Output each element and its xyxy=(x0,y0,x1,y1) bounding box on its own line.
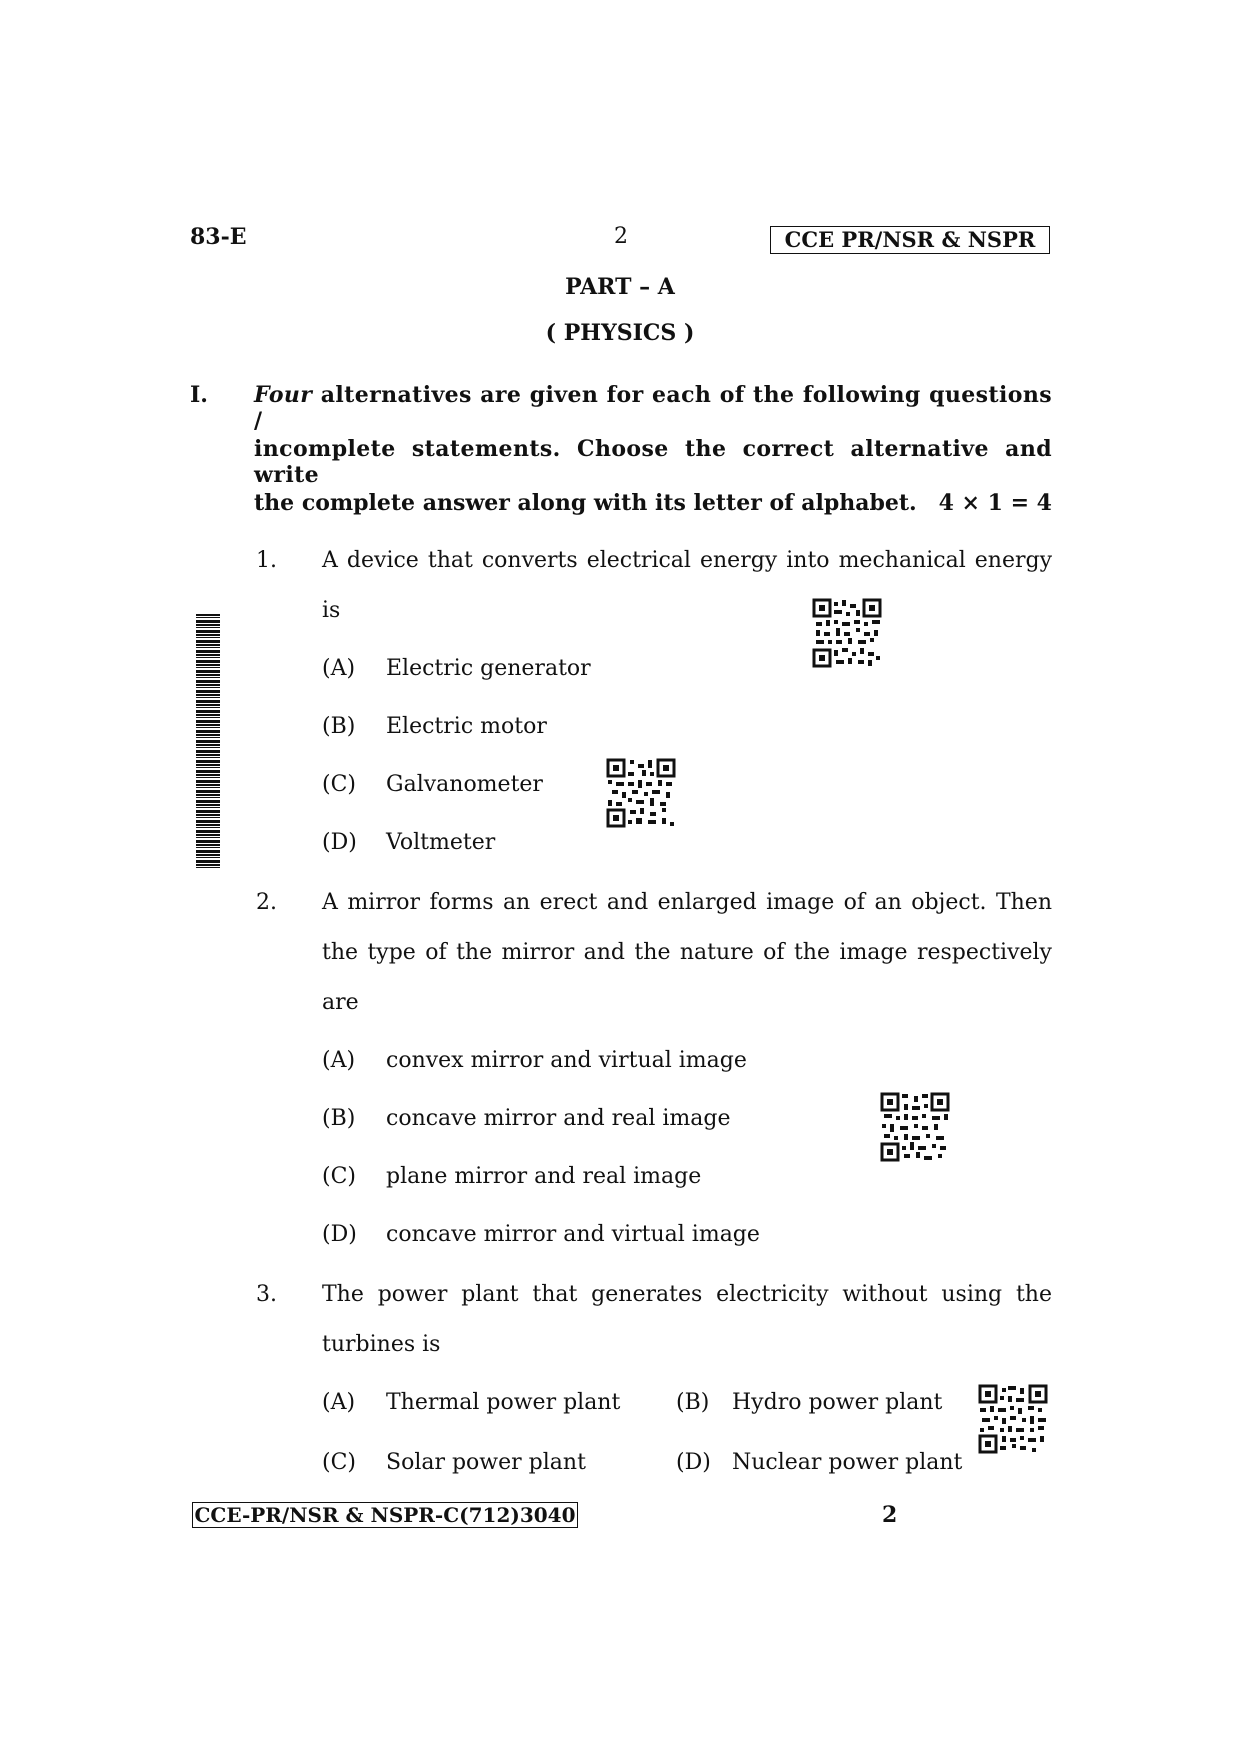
question-2-line-3: are xyxy=(322,990,359,1015)
q2-option-c-label: (C) xyxy=(322,1164,356,1189)
section-number: I. xyxy=(190,382,208,408)
q3-option-c-label: (C) xyxy=(322,1450,356,1475)
q1-option-a-label: (A) xyxy=(322,656,356,681)
q2-option-c-text: plane mirror and real image xyxy=(386,1164,702,1189)
q3-option-c-text: Solar power plant xyxy=(386,1450,586,1475)
q3-option-d-label: (D) xyxy=(676,1450,711,1475)
qr-code-3 xyxy=(880,1092,950,1162)
instruction-line-1-text: alternatives are given for each of the following questions / xyxy=(254,382,1053,434)
q3-option-d-text: Nuclear power plant xyxy=(732,1450,963,1475)
instruction-line-3-text: the complete answer along with its letter of alphabet. xyxy=(254,490,917,516)
q1-option-c-label: (C) xyxy=(322,772,356,797)
instruction-line-2: incomplete statements. Choose the correct alternative and write xyxy=(254,436,1052,488)
q1-option-b-label: (B) xyxy=(322,714,356,739)
instruction-line-3 xyxy=(254,490,1052,516)
q2-option-a-label: (A) xyxy=(322,1048,356,1073)
q3-option-a-label: (A) xyxy=(322,1390,356,1415)
q1-option-d-text: Voltmeter xyxy=(386,830,496,855)
marks: 4 × 1 = 4 xyxy=(938,490,1052,516)
qr-code-1 xyxy=(812,598,882,668)
instruction-italic: Four xyxy=(254,382,313,408)
q1-option-b-text: Electric motor xyxy=(386,714,547,739)
page-number: 2 xyxy=(614,224,628,249)
footer-code-box: CCE-PR/NSR & NSPR-C(712)3040 xyxy=(192,1502,578,1528)
footer-page-number: 2 xyxy=(882,1502,898,1528)
paper-code: 83-E xyxy=(190,224,247,250)
subject-title: ( PHYSICS ) xyxy=(545,320,695,346)
question-2-line-1: A mirror forms an erect and enlarged image of an object. Then xyxy=(322,890,1052,915)
exam-code-box: CCE PR/NSR & NSPR xyxy=(770,226,1050,254)
question-1-line-2: is xyxy=(322,598,341,623)
instruction-line-1 xyxy=(254,382,1052,434)
question-2-number: 2. xyxy=(256,890,277,915)
q3-option-b-text: Hydro power plant xyxy=(732,1390,943,1415)
q2-option-d-text: concave mirror and virtual image xyxy=(386,1222,760,1247)
question-3-line-1: The power plant that generates electricity without using the xyxy=(322,1282,1052,1307)
question-3-number: 3. xyxy=(256,1282,277,1307)
q2-option-d-label: (D) xyxy=(322,1222,357,1247)
part-title: PART – A xyxy=(565,274,675,300)
question-1-line-1: A device that converts electrical energy into mechanical energy xyxy=(322,548,1052,573)
q1-option-c-text: Galvanometer xyxy=(386,772,543,797)
q3-option-b-label: (B) xyxy=(676,1390,710,1415)
qr-code-4 xyxy=(978,1384,1048,1454)
question-1-number: 1. xyxy=(256,548,277,573)
question-2-line-2: the type of the mirror and the nature of the image respectively xyxy=(322,940,1052,965)
question-3-line-2: turbines is xyxy=(322,1332,441,1357)
q1-option-a-text: Electric generator xyxy=(386,656,591,681)
q1-option-d-label: (D) xyxy=(322,830,357,855)
q2-option-a-text: convex mirror and virtual image xyxy=(386,1048,747,1073)
qr-code-2 xyxy=(606,758,676,828)
barcode xyxy=(196,614,220,870)
q2-option-b-text: concave mirror and real image xyxy=(386,1106,731,1131)
q2-option-b-label: (B) xyxy=(322,1106,356,1131)
q3-option-a-text: Thermal power plant xyxy=(386,1390,621,1415)
